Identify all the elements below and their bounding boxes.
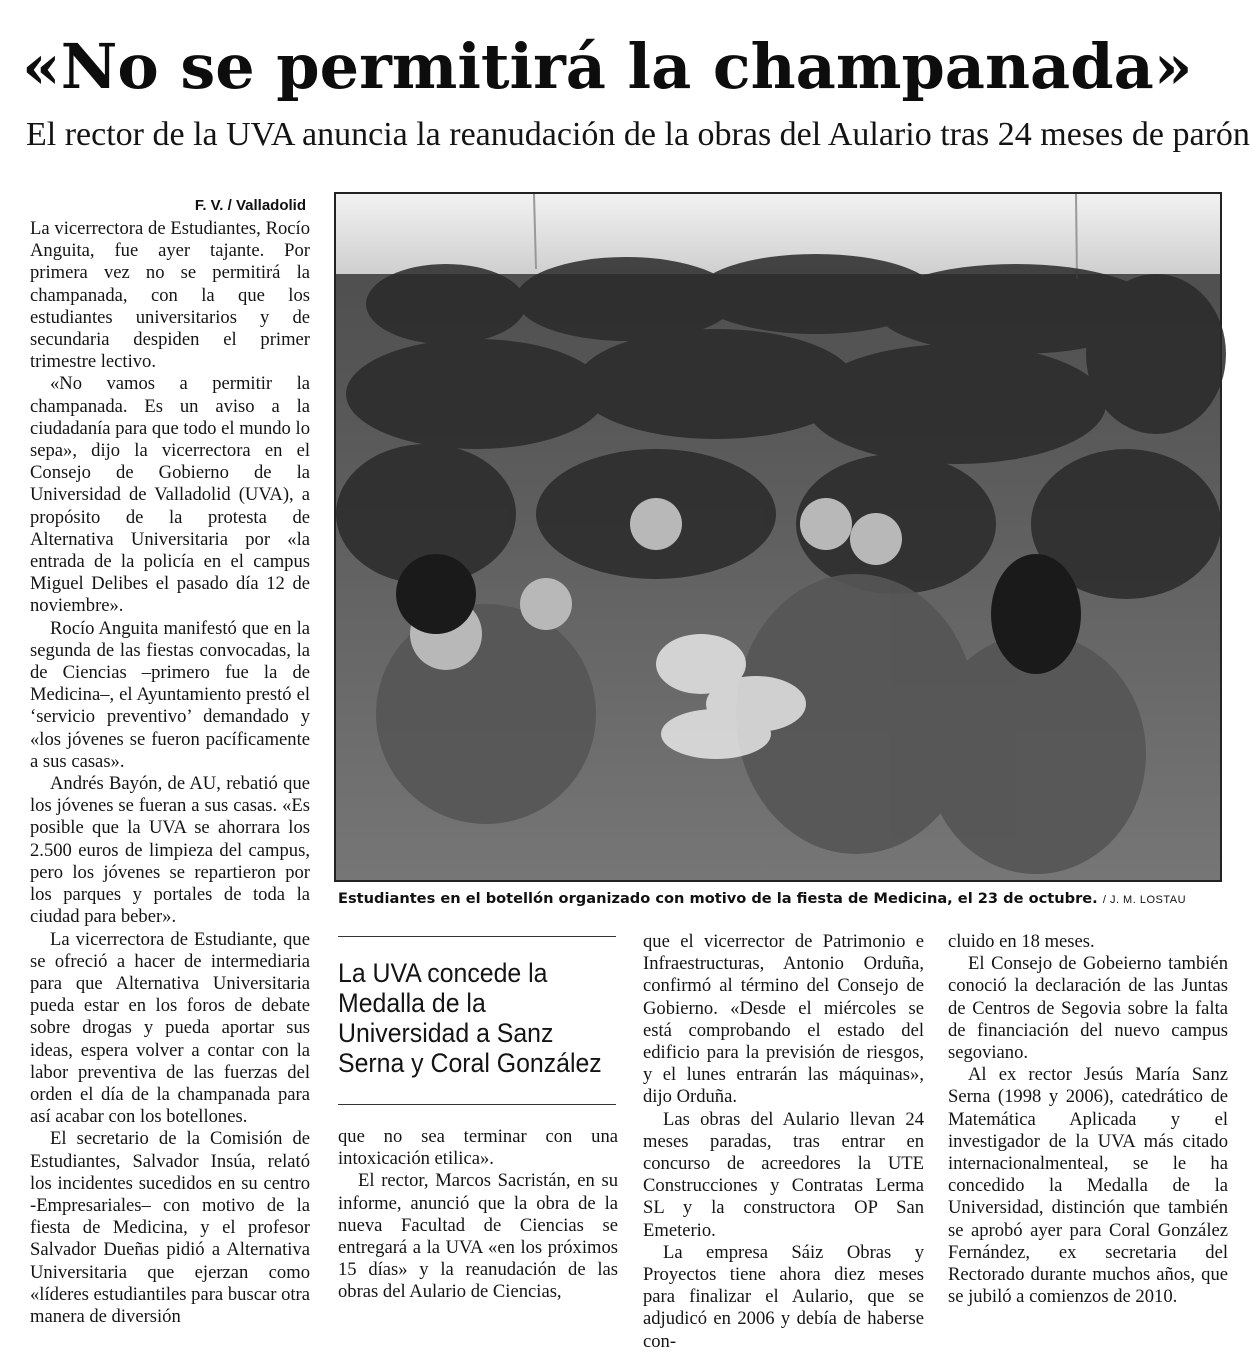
paragraph: que el vicerrector de Patrimonio e Infraestructuras, Antonio Orduña, confirmó al término del Consejo de Gobierno. «Desde el miércoles se está comprobando el estado del edificio para la previsión de riesgos, y el lunes entrarán las máquinas», dijo Orduña. [643, 931, 924, 1108]
paragraph: La vicerrectora de Estudiantes, Rocío Anguita, fue ayer tajante. Por primera vez no se permitirá la champanada, con la que los estudiantes universitarios y de secundaria despiden el primer trimestre lectivo. [30, 218, 310, 373]
subheadline: El rector de la UVA anuncia la reanudación de la obras del Aulario tras 24 meses de parón [26, 116, 1250, 153]
sidebar-title: La UVA concede la Medalla de la Universidad a Sanz Serna y Coral González [338, 958, 602, 1078]
paragraph: La vicerrectora de Estudiante, que se ofreció a hacer de intermediaria para que Alternativa Universitaria pueda estar en los foros de debate sobre drogas y pueda aportar sus ideas, espera volver a contar con la labor preventiva de las fuerzas del orden el día de la champanada para así acabar con los botellones. [30, 928, 310, 1128]
body-column-4 [948, 931, 1228, 1306]
paragraph: El secretario de la Comisión de Estudiantes, Salvador Insúa, relató los incidentes sucedidos en su centro -Empresariales– con motivo de la fiesta de Medicina, y el profesor Salvador Dueñas pidió a Alternativa Universitaria que ejerzan como «líderes estudiantiles para buscar otra manera de diversión [30, 1128, 310, 1327]
caption-text: Estudiantes en el botellón organizado con motivo de la fiesta de Medicina, el 23 de octubre. [338, 890, 1098, 907]
paragraph: Andrés Bayón, de AU, rebatió que los jóvenes se fueran a sus casas. «Es posible que la UVA se ahorrara los 2.500 euros de limpieza del campus, pero los jóvenes se repartieron por los parques y portales de toda la ciudad para beber». [30, 773, 310, 928]
body-column-1 [30, 218, 310, 1327]
byline: F. V. / Valladolid [194, 197, 306, 214]
photo-credit: / J. M. LOSTAU [1102, 894, 1187, 906]
body-column-2 [338, 1126, 618, 1306]
news-photo [334, 192, 1222, 882]
paragraph: Al ex rector Jesús María Sanz Serna (1998 y 2006), catedrático de Matemática Aplicada y el investigador de la UVA más citado internacionalmenteal, se le ha concedido la Medalla de la Universidad, distinción que también se aprobó ayer para Coral González Fernández, ex secretaria del Rectorado durante muchos años, que se jubiló a comienzos de 2010. [948, 1064, 1228, 1308]
sidebar-rule-top [338, 936, 616, 937]
paragraph: El Consejo de Gobeierno también conoció la declaración de las Juntas de Centros de Segovia sobre la falta de financiación del nuevo campus segoviano. [948, 953, 1228, 1064]
body-column-3 [643, 931, 924, 1352]
paragraph: que no sea terminar con una intoxicación etilica». [338, 1126, 618, 1170]
paragraph: La empresa Sáiz Obras y Proyectos tiene ahora diez meses para finalizar el Aulario, que se adjudicó en 2006 y debía de haberse con- [643, 1241, 924, 1352]
sidebar-rule-bottom [338, 1104, 616, 1105]
photo-caption [338, 889, 1238, 910]
paragraph: «No vamos a permitir la champanada. Es un aviso a la ciudadanía para que todo el mundo lo sepa», dijo la vicerrectora en el Consejo de Gobierno de la Universidad de Valladolid (UVA), a propósito de la protesta de Alternativa Universitaria por «la entrada de la policía en el campus Miguel Delibes el pasado día 12 de noviembre». [30, 373, 310, 617]
paragraph: Rocío Anguita manifestó que en la segunda de las fiestas convocadas, la de Ciencias –primero fue la de Medicina–, el Ayuntamiento prestó el ‘servicio preventivo’ demandado y «los jóvenes se fueron pacíficamente a sus casas». [30, 617, 310, 772]
paragraph: cluido en 18 meses. [948, 931, 1095, 952]
headline: «No se permitirá la champanada» [22, 30, 1193, 103]
paragraph: El rector, Marcos Sacristán, en su informe, anunció que la obra de la nueva Facultad de Ciencias se entregará a la UVA «en los próximos 15 días» y la reanudación de las obras del Aulario de Ciencias, [338, 1170, 618, 1303]
paragraph: Las obras del Aulario llevan 24 meses paradas, tras entrar en concurso de acreedores la UTE Construcciones y Contratas Lerma SL y la constructora OP San Emeterio. [643, 1108, 924, 1241]
crowd-photo-illustration [336, 194, 1220, 880]
